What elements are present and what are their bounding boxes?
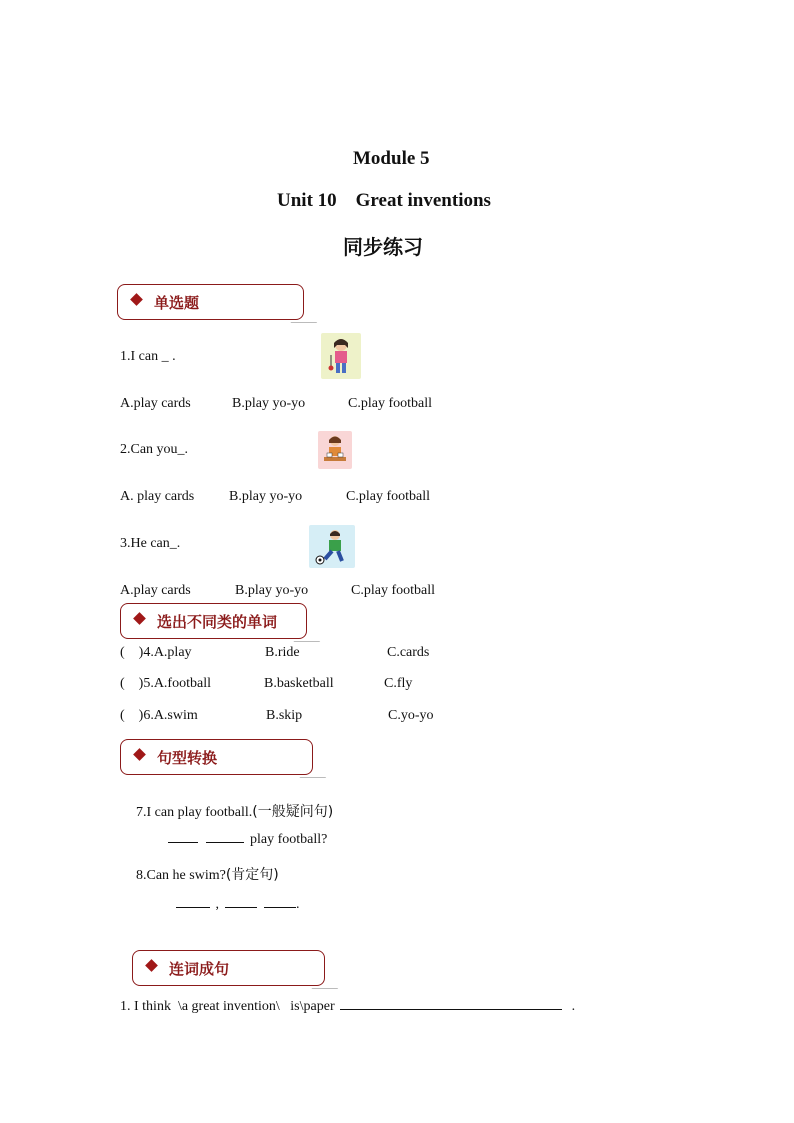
question-8-text: 8.Can he swim?: [136, 868, 226, 883]
answer-blank[interactable]: [225, 907, 257, 908]
word-order-question-1: 1. I think \a great invention\ is\paper .: [120, 999, 576, 1014]
word-order-text: 1. I think \a great invention\ is\paper: [120, 999, 335, 1014]
question-3-option-a[interactable]: A.play cards: [120, 583, 191, 598]
boy-football-icon: [309, 525, 355, 568]
question-2-option-a[interactable]: A. play cards: [120, 489, 195, 504]
question-2-stem: 2.Can you_.: [120, 442, 189, 457]
answer-blank[interactable]: [168, 842, 198, 843]
answer-blank[interactable]: [176, 907, 210, 908]
question-3-option-b[interactable]: B.play yo-yo: [235, 583, 309, 598]
question-7-text: 7.I can play football.: [136, 805, 253, 820]
diamond-bullet-icon: [133, 612, 146, 625]
question-5-option-c[interactable]: C.fly: [384, 676, 413, 691]
question-8-answer-line: , .: [176, 897, 300, 913]
subtitle: 同步练习: [343, 235, 423, 259]
girl-yoyo-icon: [321, 333, 361, 379]
box-tail-decoration: [290, 312, 325, 323]
question-1-stem: 1.I can _ .: [120, 349, 176, 364]
question-7-stem: [136, 801, 333, 821]
question-8-stem: [136, 864, 279, 884]
question-6-option-b[interactable]: B.skip: [266, 708, 303, 723]
box-tail-decoration: [293, 631, 328, 642]
answer-blank[interactable]: [206, 842, 244, 843]
section-label: 句型转换: [157, 749, 218, 767]
question-7-answer-tail: play football?: [250, 832, 328, 847]
question-2-option-c[interactable]: C.play football: [346, 489, 430, 504]
question-3-stem: 3.He can_.: [120, 536, 181, 551]
question-4-stem: ( )4.A.play: [120, 645, 192, 660]
question-8-hint: (肯定句): [225, 867, 279, 883]
diamond-bullet-icon: [133, 748, 146, 761]
section-header-single-choice: [117, 284, 304, 320]
question-2-option-b[interactable]: B.play yo-yo: [229, 489, 303, 504]
answer-blank[interactable]: [264, 907, 296, 908]
question-6-stem: ( )6.A.swim: [120, 708, 198, 723]
question-6-option-c[interactable]: C.yo-yo: [388, 708, 434, 723]
section-header-word-order: [132, 950, 325, 986]
module-title: Module 5: [353, 148, 430, 169]
question-1-option-c[interactable]: C.play football: [348, 396, 432, 411]
box-tail-decoration: [299, 767, 334, 778]
section-header-sentence-transform: [120, 739, 313, 775]
diamond-bullet-icon: [145, 959, 158, 972]
diamond-bullet-icon: [130, 293, 143, 306]
question-7-answer-line: [168, 832, 327, 848]
question-1-option-b[interactable]: B.play yo-yo: [232, 396, 306, 411]
question-5-stem: ( )5.A.football: [120, 676, 211, 691]
answer-blank[interactable]: [340, 1009, 562, 1010]
section-label: 连词成句: [169, 960, 230, 978]
question-1-option-a[interactable]: A.play cards: [120, 396, 191, 411]
box-tail-decoration: [311, 978, 346, 989]
section-label: 选出不同类的单词: [157, 613, 278, 631]
section-label: 单选题: [154, 294, 200, 312]
question-7-hint: (一般疑问句): [252, 804, 334, 820]
question-5-option-b[interactable]: B.basketball: [264, 676, 334, 691]
question-3-option-c[interactable]: C.play football: [351, 583, 435, 598]
unit-title: Unit 10 Great inventions: [277, 190, 491, 211]
girl-cards-icon: [318, 431, 352, 469]
section-header-odd-one-out: [120, 603, 307, 639]
question-4-option-c[interactable]: C.cards: [387, 645, 430, 660]
question-4-option-b[interactable]: B.ride: [265, 645, 300, 660]
